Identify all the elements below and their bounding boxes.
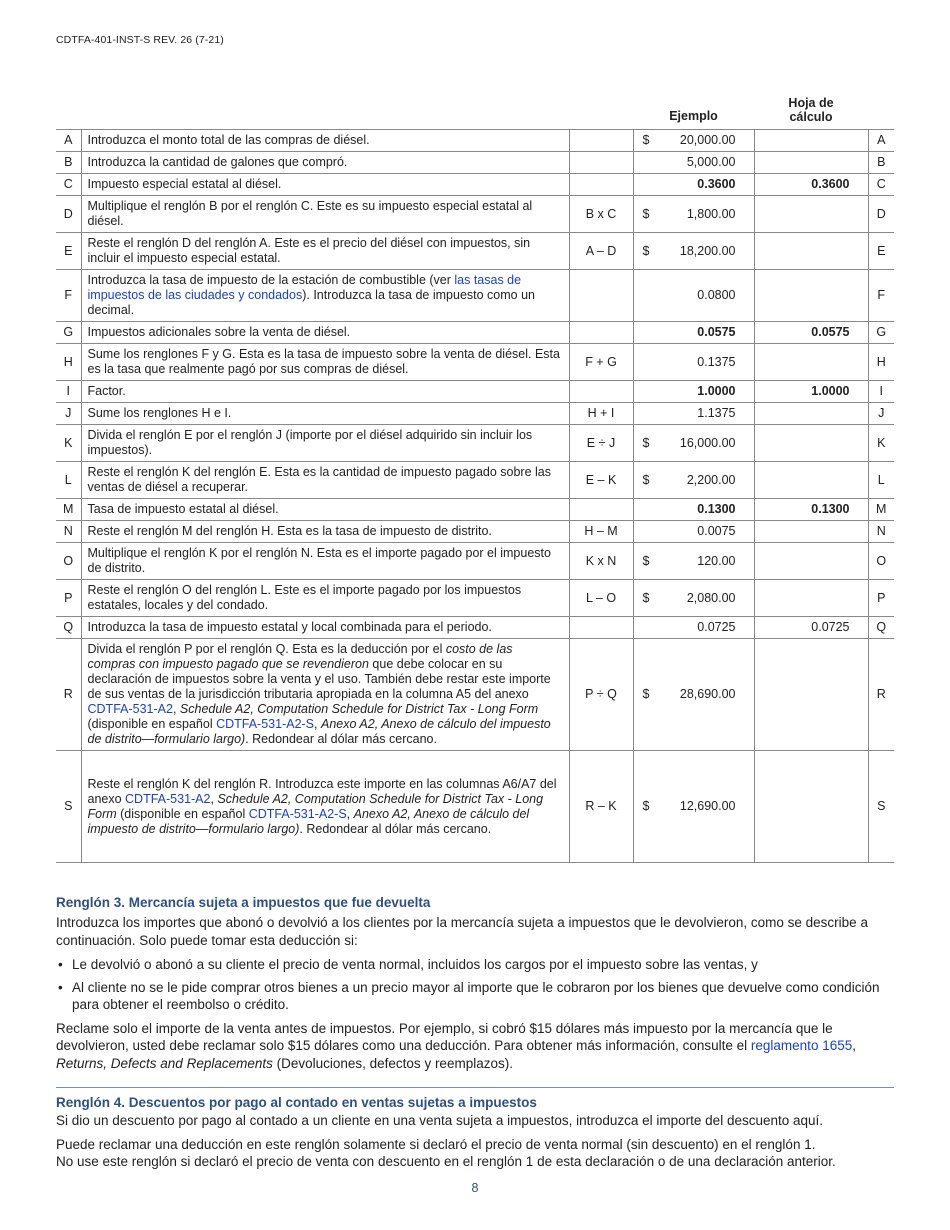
row-description: Reste el renglón D del renglón A. Este es el precio del diésel con impuestos, sin incluir el impuesto especial estatal. — [81, 233, 569, 270]
page-number: 8 — [471, 1181, 479, 1195]
row-description: Divida el renglón P por el renglón Q. Esta es la deducción por el costo de las compras con impuesto pagado que se revendieron que debe colocar en su declaración de impuestos sobre la venta y el uso. También debe restar este importe de sus ventas de la jurisdicción tributaria apropiada en la columna A5 del anexo CDTFA-531-A2, Schedule A2, Computation Schedule for District Tax - Long Form (disponible en español CDTFA-531-A2-S, Anexo A2, Anexo de cálculo del impuesto de distrito—formulario largo). Redondear al dólar más cercano. — [81, 639, 569, 751]
dollar-sign: $ — [642, 553, 650, 568]
row-example-value: 0.0075 — [633, 521, 754, 543]
table-row — [56, 152, 894, 174]
row-example-value: 0.3600 — [633, 174, 754, 196]
table-row — [56, 617, 894, 639]
row-worksheet-value: 0.3600 — [754, 174, 868, 196]
row-worksheet-value — [754, 580, 868, 617]
table-row — [56, 462, 894, 499]
row-worksheet-value — [754, 403, 868, 425]
row-description: Introduzca la tasa de impuesto estatal y local combinada para el periodo. — [81, 617, 569, 639]
form-code: CDTFA-401-INST-S REV. 26 (7-21) — [56, 34, 224, 46]
city-county-tax-rates-link[interactable]: las tasas de impuestos de las ciudades y condados — [87, 273, 522, 302]
row-worksheet-value — [754, 152, 868, 174]
line-4-heading: Renglón 4. Descuentos por pago al contado en ventas sujetas a impuestos — [56, 1095, 537, 1110]
row-formula: L – O — [569, 580, 633, 617]
row-formula: E – K — [569, 462, 633, 499]
row-formula: A – D — [569, 233, 633, 270]
row-example-value: 1.0000 — [633, 381, 754, 403]
bullet-icon: • — [58, 979, 63, 995]
row-worksheet-value: 0.1300 — [754, 499, 868, 521]
line-3-bullets — [56, 956, 896, 1014]
column-header-example: Ejemplo — [633, 90, 754, 130]
dollar-sign: $ — [642, 133, 650, 147]
row-letter-right: J — [868, 403, 894, 425]
cdtfa-531-a2-link[interactable]: CDTFA-531-A2 — [87, 702, 173, 716]
row-letter: E — [56, 233, 81, 270]
row-formula — [569, 152, 633, 174]
table-row — [56, 403, 894, 425]
row-letter: D — [56, 196, 81, 233]
row-letter: M — [56, 499, 81, 521]
row-worksheet-value — [754, 130, 868, 152]
row-example-value: 0.0575 — [633, 322, 754, 344]
row-letter-right: M — [868, 499, 894, 521]
row-description: Reste el renglón K del renglón R. Introduzca este importe en las columnas A6/A7 del anexo CDTFA-531-A2, Schedule A2, Computation Schedule for District Tax - Long Form (disponible en español CDTFA-531-A2-S, Anexo A2, Anexo de cálculo del impuesto de distrito—formulario largo). Redondear al dólar más cercano. — [81, 751, 569, 863]
table-row — [56, 521, 894, 543]
row-description: Introduzca la cantidad de galones que compró. — [81, 152, 569, 174]
row-letter-right: C — [868, 174, 894, 196]
row-formula — [569, 499, 633, 521]
table-row — [56, 499, 894, 521]
table-row — [56, 322, 894, 344]
row-description: Reste el renglón M del renglón H. Esta es la tasa de impuesto de distrito. — [81, 521, 569, 543]
line-4-p2b: No use este renglón si declaró el precio de venta con descuento en el renglón 1 de esta declaración o de una declaración anterior. — [56, 1154, 836, 1169]
row-formula: E ÷ J — [569, 425, 633, 462]
row-letter-right: H — [868, 344, 894, 381]
row-description: Sume los renglones F y G. Esta es la tasa de impuesto sobre la venta de diésel. Esta es la tasa que realmente pagó por sus compras de diésel. — [81, 344, 569, 381]
column-header-worksheet: Hoja de cálculo — [754, 90, 868, 130]
row-letter-right: L — [868, 462, 894, 499]
row-description: Introduzca el monto total de las compras de diésel. — [81, 130, 569, 152]
row-letter-right: D — [868, 196, 894, 233]
table-row — [56, 425, 894, 462]
row-example-value: 0.0725 — [633, 617, 754, 639]
row-formula — [569, 270, 633, 322]
row-example-value: $ 2,200.00 — [633, 462, 754, 499]
row-example-value: 5,000.00 — [633, 152, 754, 174]
bullet-icon: • — [58, 957, 63, 972]
row-formula: R – K — [569, 751, 633, 863]
row-letter: S — [56, 751, 81, 863]
row-letter: C — [56, 174, 81, 196]
row-description: Tasa de impuesto estatal al diésel. — [81, 499, 569, 521]
dollar-sign: $ — [642, 687, 650, 701]
line-4-p2a: Puede reclamar una deducción en este renglón solamente si declaró el precio de venta normal (sin descuento) en el renglón 1. — [56, 1136, 816, 1152]
row-example-value: $ 28,690.00 — [633, 639, 754, 751]
table-row — [56, 381, 894, 403]
table-row — [56, 270, 894, 322]
dollar-sign: $ — [642, 435, 650, 450]
table-row — [56, 233, 894, 270]
row-example-value: $ 16,000.00 — [633, 425, 754, 462]
line-3-intro: Introduzca los importes que abonó o devolvió a los clientes por la mercancía sujeta a impuestos que le devolvieron, como se describe a continuación. Solo puede tomar esta deducción si: — [56, 915, 868, 948]
row-worksheet-value — [754, 196, 868, 233]
row-letter-right: N — [868, 521, 894, 543]
row-formula: H + I — [569, 403, 633, 425]
row-letter-right: R — [868, 639, 894, 751]
row-worksheet-value — [754, 521, 868, 543]
row-worksheet-value — [754, 270, 868, 322]
row-letter-right: Q — [868, 617, 894, 639]
line-4-p1: Si dio un descuento por pago al contado a un cliente en una venta sujeta a impuestos, introduzca el importe del descuento aquí. — [56, 1113, 824, 1128]
row-worksheet-value — [754, 543, 868, 580]
row-example-value: $ 2,080.00 — [633, 580, 754, 617]
row-letter-right: P — [868, 580, 894, 617]
row-formula — [569, 174, 633, 196]
row-letter-right: G — [868, 322, 894, 344]
line-4-section — [56, 1094, 896, 1171]
row-formula: H – M — [569, 521, 633, 543]
dollar-sign: $ — [642, 590, 650, 605]
row-example-value: 0.1375 — [633, 344, 754, 381]
row-formula: K x N — [569, 543, 633, 580]
row-description: Factor. — [81, 381, 569, 403]
row-worksheet-value: 1.0000 — [754, 381, 868, 403]
row-letter-right: E — [868, 233, 894, 270]
row-description: Reste el renglón K del renglón E. Esta es la cantidad de impuesto pagado sobre las ventas de diésel a recuperar. — [81, 462, 569, 499]
table-header-row — [56, 90, 894, 130]
row-formula: F + G — [569, 344, 633, 381]
row-letter-right: B — [868, 152, 894, 174]
row-example-value: $ 18,200.00 — [633, 233, 754, 270]
row-formula — [569, 130, 633, 152]
row-description: Impuestos adicionales sobre la venta de diésel. — [81, 322, 569, 344]
dollar-sign: $ — [642, 206, 650, 221]
row-formula — [569, 617, 633, 639]
row-letter: P — [56, 580, 81, 617]
table-row — [56, 344, 894, 381]
row-letter: H — [56, 344, 81, 381]
regulation-1655-link[interactable]: reglamento 1655 — [750, 1038, 853, 1053]
dollar-sign: $ — [642, 472, 650, 487]
row-letter-right: A — [868, 130, 894, 152]
row-example-value: 1.1375 — [633, 403, 754, 425]
table-row — [56, 580, 894, 617]
row-letter: B — [56, 152, 81, 174]
row-formula: P ÷ Q — [569, 639, 633, 751]
row-letter: K — [56, 425, 81, 462]
row-letter: O — [56, 543, 81, 580]
row-description: Introduzca la tasa de impuesto de la estación de combustible (ver las tasas de impuestos de las ciudades y condados). Introduzca la tasa de impuesto como un decimal. — [81, 270, 569, 322]
dollar-sign: $ — [642, 243, 650, 258]
row-example-value: $ 20,000.00 — [633, 130, 754, 152]
table-row — [56, 639, 894, 751]
table-row — [56, 174, 894, 196]
table-row — [56, 196, 894, 233]
row-letter-right: I — [868, 381, 894, 403]
row-worksheet-value — [754, 344, 868, 381]
row-formula: B x C — [569, 196, 633, 233]
row-letter: Q — [56, 617, 81, 639]
cdtfa-531-a2-link[interactable]: CDTFA-531-A2 — [125, 791, 211, 806]
row-letter: J — [56, 403, 81, 425]
row-letter-right: O — [868, 543, 894, 580]
list-item: • Le devolvió o abonó a su cliente el precio de venta normal, incluidos los cargos por el impuesto sobre las ventas, y — [58, 957, 758, 972]
cdtfa-531-a2-s-link[interactable]: CDTFA-531-A2-S — [248, 806, 347, 821]
section-divider — [56, 1087, 894, 1088]
row-description: Reste el renglón O del renglón L. Este es el importe pagado por los impuestos estatales, locales y del condado. — [81, 580, 569, 617]
row-formula — [569, 322, 633, 344]
row-letter-right: K — [868, 425, 894, 462]
row-letter: R — [56, 639, 81, 751]
list-item: • Al cliente no se le pide comprar otros bienes a un precio mayor al importe que le cobraron por los bienes que devuelve como condición para obtener el reembolso o crédito. — [58, 979, 880, 1012]
line-3-section — [56, 894, 896, 1072]
table-row — [56, 130, 894, 152]
row-worksheet-value — [754, 425, 868, 462]
row-description: Multiplique el renglón K por el renglón N. Esta es el importe pagado por el impuesto de distrito. — [81, 543, 569, 580]
row-worksheet-value: 0.0725 — [754, 617, 868, 639]
line-3-claim: Reclame solo el importe de la venta antes de impuestos. Por ejemplo, si cobró $15 dólares más impuesto por la mercancía que le devolvieron, usted debe reclamar solo $15 dólares como una deducción. Para obtener más información, consulte el reglamento 1655, Returns, Defects and Replacements (Devoluciones, defectos y reemplazos). — [56, 1020, 856, 1071]
row-example-value: $ 12,690.00 — [633, 751, 754, 863]
row-example-value: $ 120.00 — [633, 543, 754, 580]
row-worksheet-value: 0.0575 — [754, 322, 868, 344]
row-example-value: 0.0800 — [633, 270, 754, 322]
row-description: Sume los renglones H e I. — [81, 403, 569, 425]
row-example-value: 0.1300 — [633, 499, 754, 521]
row-letter: F — [56, 270, 81, 322]
row-description: Divida el renglón E por el renglón J (importe por el diésel adquirido sin incluir los impuestos). — [81, 425, 569, 462]
row-description: Multiplique el renglón B por el renglón C. Este es su impuesto especial estatal al diésel. — [81, 196, 569, 233]
row-letter-right: F — [868, 270, 894, 322]
row-letter: I — [56, 381, 81, 403]
table-row — [56, 543, 894, 580]
row-formula — [569, 381, 633, 403]
row-worksheet-value — [754, 639, 868, 751]
table-row — [56, 751, 894, 863]
row-example-value: $ 1,800.00 — [633, 196, 754, 233]
row-letter-right: S — [868, 751, 894, 863]
row-letter: A — [56, 130, 81, 152]
row-letter: G — [56, 322, 81, 344]
row-worksheet-value — [754, 233, 868, 270]
row-description: Impuesto especial estatal al diésel. — [81, 174, 569, 196]
row-worksheet-value — [754, 751, 868, 863]
diesel-worksheet-table — [56, 90, 894, 863]
cdtfa-531-a2-s-link[interactable]: CDTFA-531-A2-S — [216, 717, 315, 731]
row-letter: L — [56, 462, 81, 499]
dollar-sign: $ — [642, 799, 650, 813]
row-worksheet-value — [754, 462, 868, 499]
row-letter: N — [56, 521, 81, 543]
line-3-heading: Renglón 3. Mercancía sujeta a impuestos que fue devuelta — [56, 895, 431, 910]
